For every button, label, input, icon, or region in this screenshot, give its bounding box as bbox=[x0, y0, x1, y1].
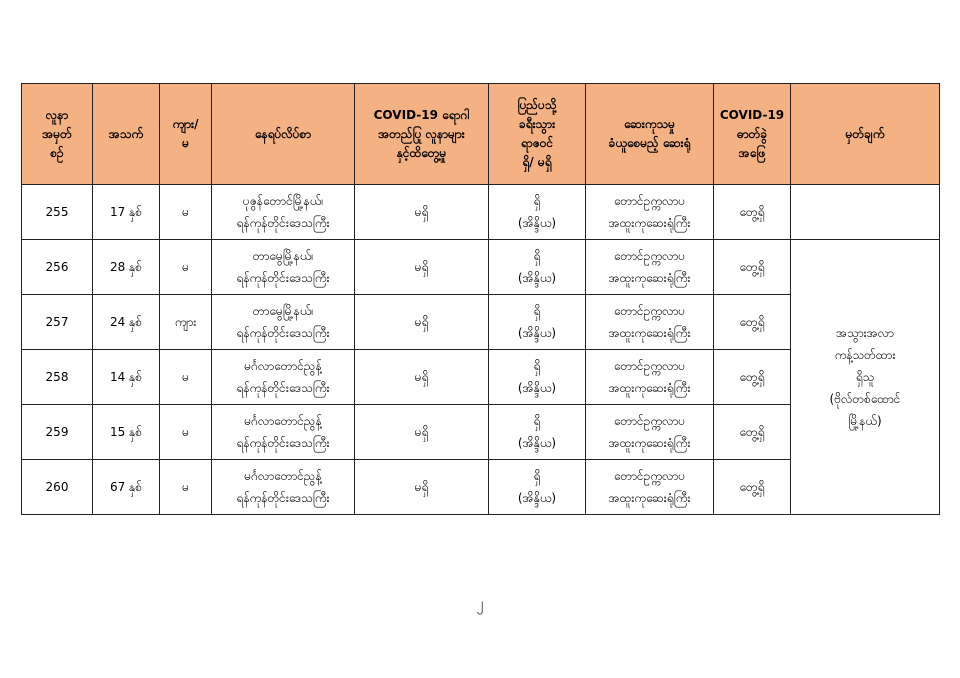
travel bbox=[489, 295, 586, 350]
contact: မရှိ bbox=[355, 460, 489, 515]
header-remark: မှတ်ချက် bbox=[791, 84, 940, 185]
sex: ကျား bbox=[160, 295, 212, 350]
age: 15 နှစ် bbox=[93, 405, 160, 460]
case-number: 259 bbox=[22, 405, 93, 460]
address-line1: မင်္ဂလာတောင်ညွန့် bbox=[244, 414, 322, 428]
header-travel: ပြည်ပသို့ ခရီးသွား ရာဇဝင် ရှိ/ မရှိ bbox=[489, 84, 586, 185]
address-line1: မင်္ဂလာတောင်ညွန့် bbox=[244, 359, 322, 373]
travel-line1: ရှိ bbox=[533, 359, 541, 373]
address-line1: တာမွေမြို့နယ်၊ bbox=[252, 304, 314, 318]
page-number: ၂ bbox=[476, 596, 484, 612]
contact: မရှိ bbox=[355, 295, 489, 350]
table-row bbox=[22, 185, 940, 240]
header-hospital: ဆေးကုသမှု ခံယူစေမည့် ဆေးရုံ bbox=[586, 84, 714, 185]
address-line2: ရန်ကုန်တိုင်းဒေသကြီး bbox=[236, 436, 330, 450]
header-contact: COVID-19 ရောဂါ အတည်ပြု လူနာများ နှင့်ထိတွေ့မှု bbox=[355, 84, 489, 185]
header-age: အသက် bbox=[93, 84, 160, 185]
hospital bbox=[586, 295, 714, 350]
hospital-line2: အထူးကုဆေးရုံကြီး bbox=[608, 491, 691, 505]
travel bbox=[489, 240, 586, 295]
header-sex: ကျား/ မ bbox=[160, 84, 212, 185]
address-line2: ရန်ကုန်တိုင်းဒေသကြီး bbox=[236, 326, 330, 340]
remark-group: အသွားအလာ ကန့်သတ်ထား ရှိသူ (ဗိုလ်တစ်ထောင် မြို့နယ်) bbox=[791, 240, 940, 515]
sex: မ bbox=[160, 405, 212, 460]
address bbox=[212, 185, 355, 240]
contact: မရှိ bbox=[355, 240, 489, 295]
test-result: တွေ့ရှိ bbox=[714, 460, 791, 515]
hospital-line2: အထူးကုဆေးရုံကြီး bbox=[608, 381, 691, 395]
contact: မရှိ bbox=[355, 405, 489, 460]
case-number: 258 bbox=[22, 350, 93, 405]
age: 28 နှစ် bbox=[93, 240, 160, 295]
hospital bbox=[586, 240, 714, 295]
test-result: တွေ့ရှိ bbox=[714, 405, 791, 460]
case-number: 256 bbox=[22, 240, 93, 295]
hospital-line1: တောင်ဥက္ကလာပ bbox=[613, 249, 686, 263]
hospital-line2: အထူးကုဆေးရုံကြီး bbox=[608, 326, 691, 340]
travel-line2: (အိန္ဒိယ) bbox=[517, 216, 557, 230]
hospital-line2: အထူးကုဆေးရုံကြီး bbox=[608, 216, 691, 230]
travel bbox=[489, 350, 586, 405]
header-result: COVID-19 ဓာတ်ခွဲ အဖြေ bbox=[714, 84, 791, 185]
address-line1: တာမွေမြို့နယ်၊ bbox=[252, 249, 314, 263]
sex: မ bbox=[160, 350, 212, 405]
travel bbox=[489, 405, 586, 460]
travel-line1: ရှိ bbox=[533, 194, 541, 208]
travel-line2: (အိန္ဒိယ) bbox=[517, 381, 557, 395]
age: 17 နှစ် bbox=[93, 185, 160, 240]
hospital-line1: တောင်ဥက္ကလာပ bbox=[613, 304, 686, 318]
travel-line2: (အိန္ဒိယ) bbox=[517, 436, 557, 450]
travel-line1: ရှိ bbox=[533, 469, 541, 483]
hospital bbox=[586, 185, 714, 240]
hospital-line1: တောင်ဥက္ကလာပ bbox=[613, 414, 686, 428]
hospital-line1: တောင်ဥက္ကလာပ bbox=[613, 469, 686, 483]
age: 14 နှစ် bbox=[93, 350, 160, 405]
header-case-no: လူနာ အမှတ် စဉ် bbox=[22, 84, 93, 185]
test-result: တွေ့ရှိ bbox=[714, 350, 791, 405]
address-line2: ရန်ကုန်တိုင်းဒေသကြီး bbox=[236, 216, 330, 230]
case-number: 255 bbox=[22, 185, 93, 240]
address bbox=[212, 405, 355, 460]
travel-line2: (အိန္ဒိယ) bbox=[517, 326, 557, 340]
address-line2: ရန်ကုန်တိုင်းဒေသကြီး bbox=[236, 381, 330, 395]
travel bbox=[489, 185, 586, 240]
address bbox=[212, 240, 355, 295]
test-result: တွေ့ရှိ bbox=[714, 295, 791, 350]
travel bbox=[489, 460, 586, 515]
travel-line1: ရှိ bbox=[533, 414, 541, 428]
contact: မရှိ bbox=[355, 350, 489, 405]
address-line1: ပုဇွန်တောင်မြို့နယ်၊ bbox=[242, 194, 324, 208]
case-number: 257 bbox=[22, 295, 93, 350]
address bbox=[212, 460, 355, 515]
hospital-line1: တောင်ဥက္ကလာပ bbox=[613, 359, 686, 373]
sex: မ bbox=[160, 185, 212, 240]
address bbox=[212, 295, 355, 350]
hospital bbox=[586, 350, 714, 405]
test-result: တွေ့ရှိ bbox=[714, 185, 791, 240]
hospital bbox=[586, 460, 714, 515]
table-header-row bbox=[22, 84, 940, 185]
header-address: နေရပ်လိပ်စာ bbox=[212, 84, 355, 185]
hospital bbox=[586, 405, 714, 460]
address-line1: မင်္ဂလာတောင်ညွန့် bbox=[244, 469, 322, 483]
hospital-line2: အထူးကုဆေးရုံကြီး bbox=[608, 436, 691, 450]
address-line2: ရန်ကုန်တိုင်းဒေသကြီး bbox=[236, 271, 330, 285]
remark-empty bbox=[791, 185, 940, 240]
travel-line1: ရှိ bbox=[533, 249, 541, 263]
age: 67 နှစ် bbox=[93, 460, 160, 515]
table-row bbox=[22, 240, 940, 295]
case-number: 260 bbox=[22, 460, 93, 515]
test-result: တွေ့ရှိ bbox=[714, 240, 791, 295]
travel-line2: (အိန္ဒိယ) bbox=[517, 271, 557, 285]
hospital-line2: အထူးကုဆေးရုံကြီး bbox=[608, 271, 691, 285]
sex: မ bbox=[160, 240, 212, 295]
address bbox=[212, 350, 355, 405]
contact: မရှိ bbox=[355, 185, 489, 240]
sex: မ bbox=[160, 460, 212, 515]
age: 24 နှစ် bbox=[93, 295, 160, 350]
travel-line2: (အိန္ဒိယ) bbox=[517, 491, 557, 505]
travel-line1: ရှိ bbox=[533, 304, 541, 318]
hospital-line1: တောင်ဥက္ကလာပ bbox=[613, 194, 686, 208]
covid-cases-table bbox=[21, 83, 940, 515]
address-line2: ရန်ကုန်တိုင်းဒေသကြီး bbox=[236, 491, 330, 505]
